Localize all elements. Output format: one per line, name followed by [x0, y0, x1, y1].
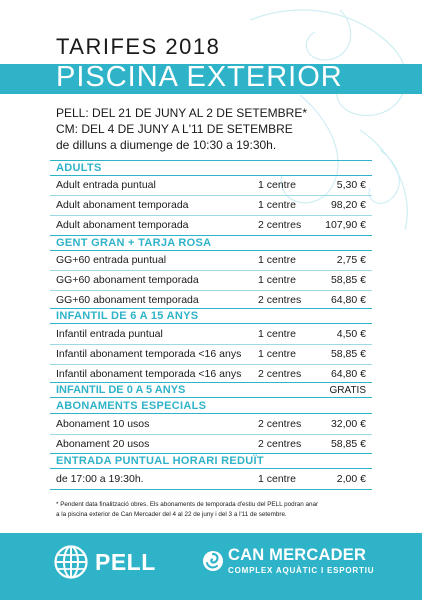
row-centres: 1 centre	[258, 199, 296, 211]
row-centres: 1 centre	[258, 254, 296, 266]
row-centres: 2 centres	[258, 219, 302, 231]
section-gent-gran-header	[0, 235, 422, 251]
schedule-intro	[56, 105, 396, 153]
section-title: INFANTIL DE 0 A 5 ANYS	[56, 384, 186, 396]
footnote-line: * Pendent data finalització obres. Els abonaments de temporada d'estiu del PELL podran anar	[56, 501, 319, 508]
row-centres: 2 centres	[258, 438, 302, 450]
row-concept: Infantil abonament temporada <16 anys	[56, 368, 242, 380]
pell-logo-text: PELL	[95, 549, 156, 575]
table-row	[0, 325, 422, 345]
row-price: 64,80 €	[330, 368, 366, 380]
section-especials-header	[0, 398, 422, 414]
row-concept: Adult abonament temporada	[56, 199, 189, 211]
row-price: 58,85 €	[330, 274, 366, 286]
table-row	[0, 216, 422, 236]
row-concept: Infantil abonament temporada <16 anys	[56, 348, 242, 360]
footnote-line: a la piscina exterior de Can Mercader del 4 al 22 de juny i del 3 a l'11 de setembre.	[56, 511, 287, 518]
row-concept: Abonament 10 usos	[56, 418, 150, 430]
free-label: GRATIS	[329, 385, 366, 396]
row-price: 32,00 €	[330, 418, 366, 430]
row-concept: Adult entrada puntual	[56, 179, 156, 191]
row-concept: Abonament 20 usos	[56, 438, 150, 450]
row-centres: 2 centres	[258, 294, 302, 306]
section-title: ENTRADA PUNTUAL HORARI REDUÏT	[56, 455, 264, 467]
table-row	[0, 196, 422, 216]
section-horari-reduit-header	[0, 453, 422, 469]
section-title: ABONAMENTS ESPECIALS	[56, 400, 207, 412]
row-price: 5,30 €	[336, 179, 366, 191]
footnote	[56, 500, 376, 520]
pell-globe-icon	[54, 545, 88, 579]
section-title: ADULTS	[56, 162, 102, 174]
section-infantil-6-15-header	[0, 308, 422, 324]
section-title: GENT GRAN + TARJA ROSA	[56, 237, 212, 249]
row-price: 64,80 €	[330, 294, 366, 306]
row-centres: 2 centres	[258, 368, 302, 380]
table-row	[0, 176, 422, 196]
intro-line-pell: PELL: DEL 21 DE JUNY AL 2 DE SETEMBRE*	[56, 106, 307, 120]
row-centres: 1 centre	[258, 328, 296, 340]
intro-line-cm: CM: DEL 4 DE JUNY A L'11 DE SETEMBRE	[56, 122, 293, 136]
table-row	[0, 345, 422, 365]
row-centres: 1 centre	[258, 348, 296, 360]
row-price: 2,75 €	[336, 254, 366, 266]
row-price: 2,00 €	[336, 473, 366, 485]
table-row	[0, 415, 422, 435]
row-price: 4,50 €	[336, 328, 366, 340]
table-row	[0, 271, 422, 291]
table-row	[0, 470, 422, 490]
row-centres: 1 centre	[258, 274, 296, 286]
row-centres: 2 centres	[258, 418, 302, 430]
row-centres: 1 centre	[258, 473, 296, 485]
intro-line-hours: de dilluns a diumenge de 10:30 a 19:30h.	[56, 138, 277, 152]
row-concept: de 17:00 a 19:30h.	[56, 473, 144, 485]
can-mercader-swirl-icon	[202, 550, 224, 572]
section-infantil-0-5-header	[0, 382, 422, 398]
can-mercader-subtitle: COMPLEX AQUÀTIC I ESPORTIU	[228, 566, 375, 575]
row-price: 107,90 €	[325, 219, 366, 231]
table-row	[0, 435, 422, 455]
row-price: 58,85 €	[330, 438, 366, 450]
table-row	[0, 251, 422, 271]
row-price: 58,85 €	[330, 348, 366, 360]
row-price: 98,20 €	[330, 199, 366, 211]
row-centres: 1 centre	[258, 179, 296, 191]
row-concept: GG+60 entrada puntual	[56, 254, 167, 266]
banner-title: PISCINA EXTERIOR	[56, 61, 343, 93]
can-mercader-logo-text: CAN MERCADER	[228, 546, 367, 564]
row-concept: Infantil entrada puntual	[56, 328, 163, 340]
year-title: TARIFES 2018	[56, 34, 221, 59]
row-concept: GG+60 abonament temporada	[56, 294, 199, 306]
section-title: INFANTIL DE 6 A 15 ANYS	[56, 310, 199, 322]
row-concept: GG+60 abonament temporada	[56, 274, 199, 286]
row-concept: Adult abonament temporada	[56, 219, 189, 231]
section-adults-header	[0, 160, 422, 176]
